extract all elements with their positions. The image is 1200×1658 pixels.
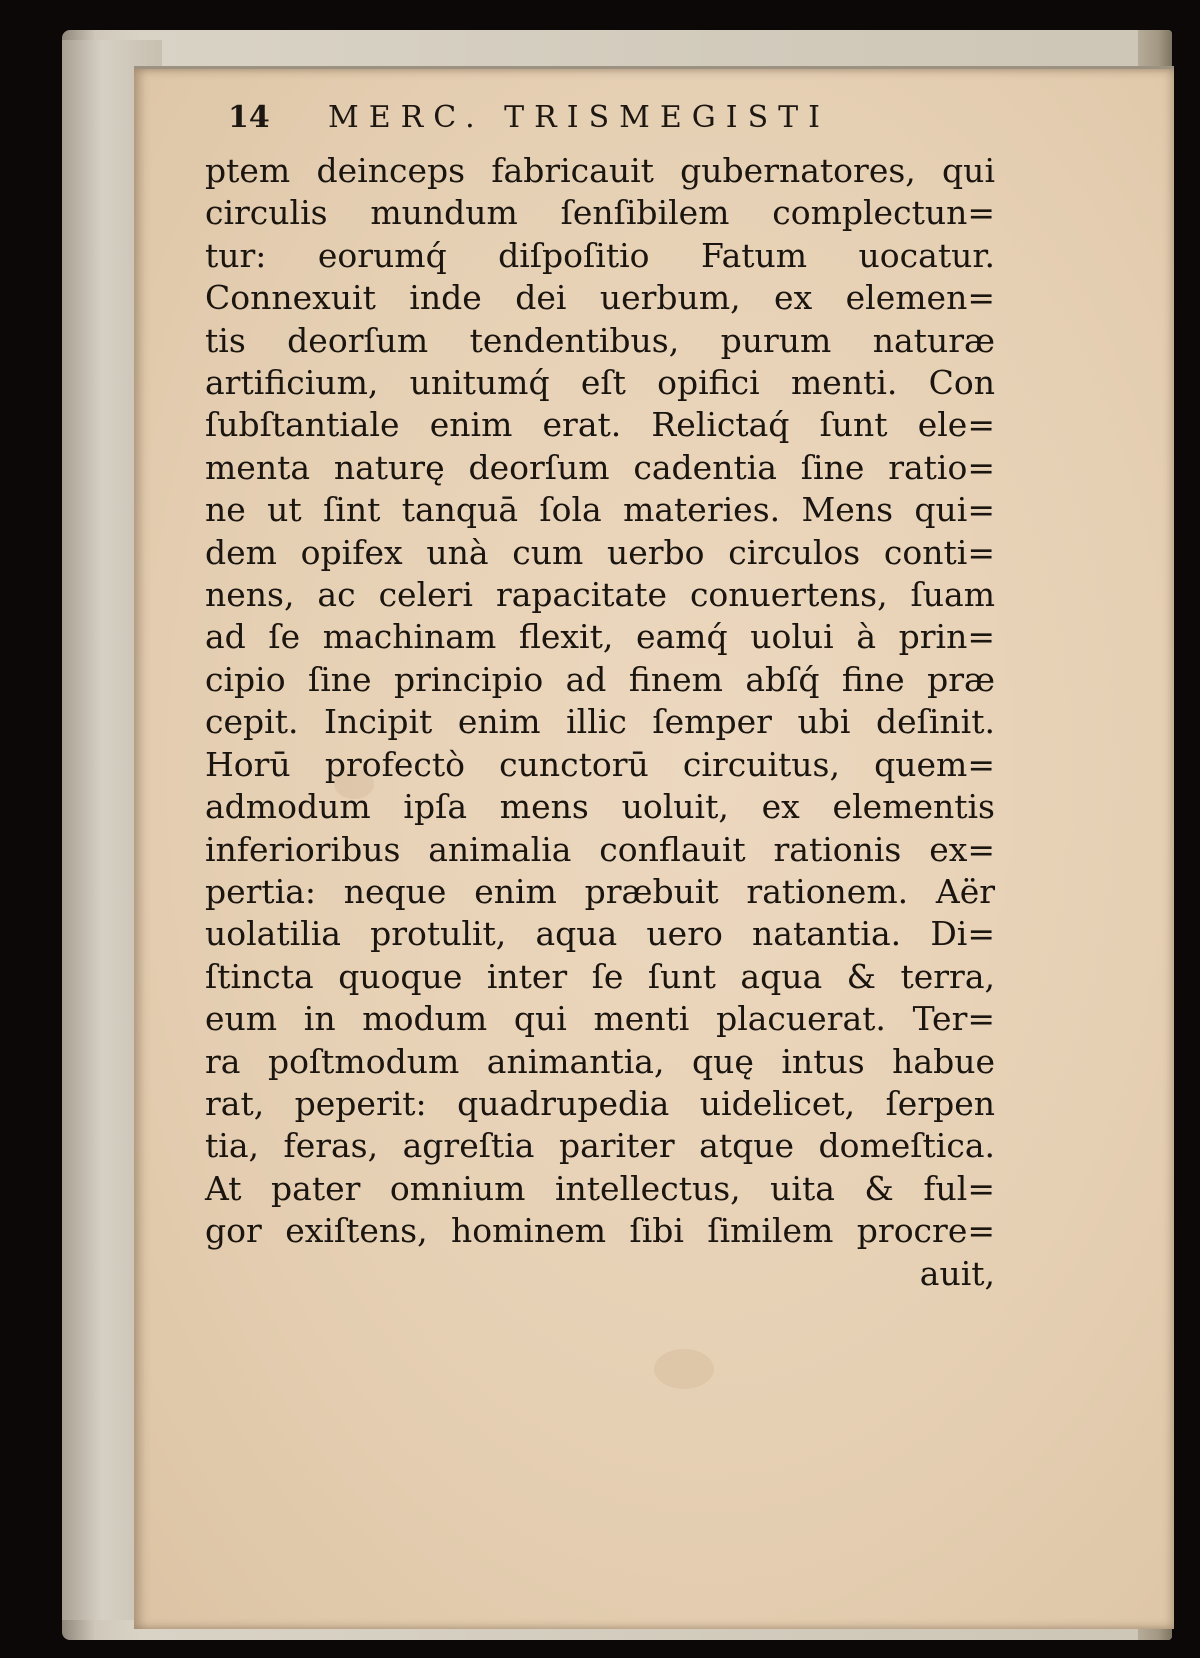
text-line: tur: eorumq́ diſpoſitio Fatum uocatur.	[205, 235, 995, 275]
catchword: auit,	[919, 1253, 995, 1293]
body-text	[205, 150, 995, 1295]
text-line: rat, peperit: quadrupedia uidelicet, ſerpen	[205, 1083, 995, 1123]
text-line: nens, ac celeri rapacitate conuertens, ſuam	[205, 575, 995, 615]
text-line: At pater omnium intellectus, uita & ful=	[205, 1168, 995, 1208]
text-line: ra poſtmodum animantia, quę intus habue	[205, 1041, 995, 1081]
text-line: cepit. Incipit enim illic ſemper ubi deſinit.	[205, 702, 995, 742]
running-head: MERC. TRISMEGISTI	[328, 100, 831, 135]
page-header	[228, 100, 978, 140]
text-line: ad ſe machinam flexit, eamq́ uolui à prin=	[205, 617, 995, 657]
text-line: ſubſtantiale enim erat. Relictaq́ ſunt ele=	[205, 405, 995, 445]
text-line: circulis mundum ſenſibilem complectun=	[205, 193, 995, 233]
text-line: ne ut ſint tanquā ſola materies. Mens qui=	[205, 490, 995, 530]
text-line: Connexuit inde dei uerbum, ex elemen=	[205, 278, 995, 318]
text-line: gor exiſtens, hominem ſibi ſimilem procre=	[205, 1211, 995, 1251]
text-line: ptem deinceps fabricauit gubernatores, qui	[205, 151, 995, 190]
text-line: Horū profectò cunctorū circuitus, quem=	[205, 744, 995, 784]
text-line: uolatilia protulit, aqua uero natantia. Di=	[205, 914, 995, 954]
text-line: eum in modum qui menti placuerat. Ter=	[205, 999, 995, 1039]
text-line: cipio ſine principio ad finem abſq́ fine præ	[205, 659, 995, 699]
text-line: inferioribus animalia conflauit rationis ex=	[205, 829, 995, 869]
text-line: dem opifex unà cum uerbo circulos conti=	[205, 532, 995, 572]
text-line: admodum ipſa mens uoluit, ex elementis	[205, 787, 995, 827]
text-line: tia, feras, agreſtia pariter atque domeſtica.	[205, 1126, 995, 1166]
text-line: pertia: neque enim præbuit rationem. Aër	[205, 871, 995, 911]
text-line: menta naturę deorſum cadentia ſine ratio=	[205, 447, 995, 487]
paper-stain	[654, 1349, 714, 1389]
text-line: tis deorſum tendentibus, purum naturæ	[205, 320, 995, 360]
text-line: artificium, unitumq́ eſt opifici menti. Con	[205, 363, 995, 403]
page-number: 14	[228, 100, 270, 135]
text-line: ſtincta quoque inter ſe ſunt aqua & terra,	[205, 956, 995, 996]
